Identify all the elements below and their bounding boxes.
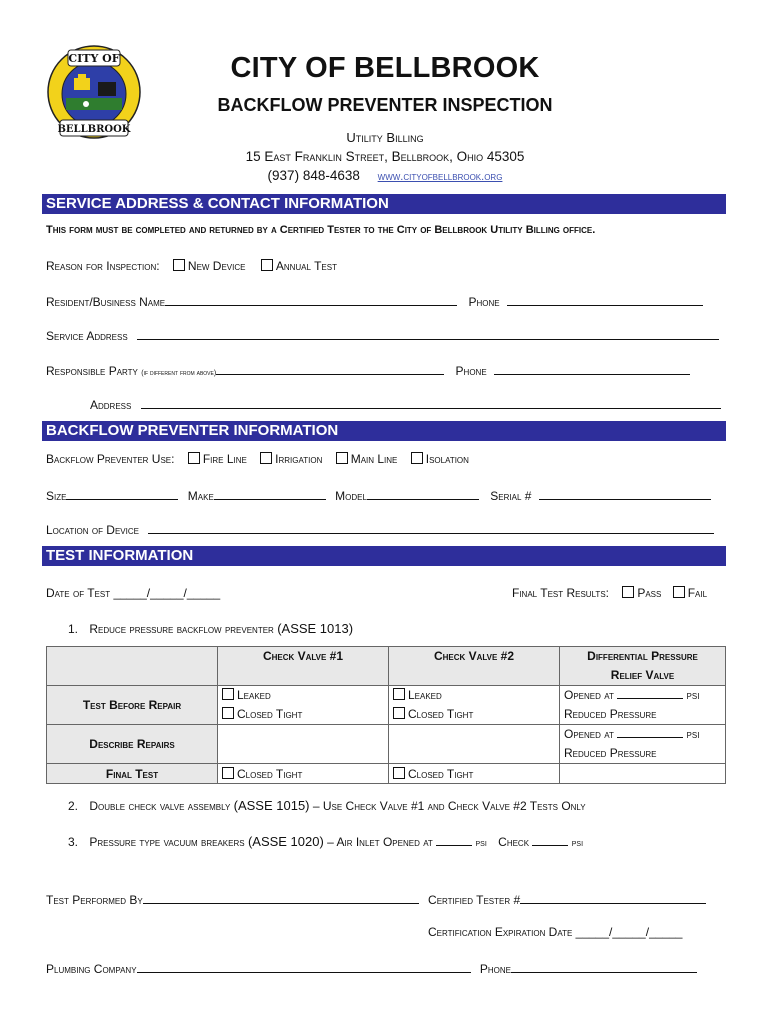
phone-label-2: Phone: [455, 364, 487, 378]
cv1-describe-cell[interactable]: [218, 725, 389, 764]
dprv-final-cell[interactable]: [560, 764, 726, 784]
svg-text:CITY OF: CITY OF: [68, 52, 120, 65]
location-row: [46, 521, 714, 537]
address-row: [90, 396, 721, 412]
check-label: Check: [498, 835, 530, 849]
cv1-closed-tight-checkbox[interactable]: Closed Tight: [222, 705, 384, 724]
service-address-label: Service Address: [46, 329, 128, 343]
serial-field[interactable]: [539, 487, 711, 500]
reason-label: Reason for Inspection:: [46, 259, 160, 273]
pass-checkbox[interactable]: Pass: [622, 586, 661, 600]
service-address-field[interactable]: [137, 327, 719, 340]
reduced-pressure-label: Reduced Pressure: [564, 746, 657, 760]
resident-field[interactable]: [165, 293, 457, 306]
row-label-test-before: Test Before Repair: [47, 686, 218, 725]
check-field[interactable]: [532, 833, 568, 846]
cv2-final-closed-checkbox[interactable]: Closed Tight: [393, 767, 473, 781]
resident-label: Resident/Business Name: [46, 295, 166, 309]
tester-field[interactable]: [520, 891, 706, 904]
dprv-describe-cell: [560, 725, 726, 764]
cert-exp-field[interactable]: _____/_____/_____: [575, 925, 683, 939]
make-label: Make: [187, 489, 214, 503]
opened-at-label: Opened at: [564, 727, 614, 741]
row-label-final: Final Test: [47, 764, 218, 784]
item-1: [68, 621, 353, 636]
cv1-before-cell: [218, 686, 389, 725]
checkbox-icon: [622, 586, 634, 598]
checkbox-icon: [222, 707, 234, 719]
main-line-checkbox[interactable]: Main Line: [336, 452, 398, 466]
cv1-final-cell: [218, 764, 389, 784]
fail-checkbox[interactable]: Fail: [673, 586, 707, 600]
checkbox-icon: [411, 452, 423, 464]
item-3: [68, 833, 583, 849]
item-3-code: (ASSE 1020): [247, 834, 324, 849]
results-row: [512, 586, 707, 600]
cv2-before-cell: [389, 686, 560, 725]
checkbox-icon: [222, 767, 234, 779]
opened-at-field[interactable]: [617, 686, 683, 699]
item-2-text: Double check valve assembly: [89, 799, 231, 813]
item-1-code: (ASSE 1013): [277, 621, 354, 636]
performed-field[interactable]: [143, 891, 419, 904]
phone-field[interactable]: [507, 293, 703, 306]
cv2-leaked-checkbox[interactable]: Leaked: [393, 686, 555, 705]
serial-label: Serial #: [490, 489, 532, 503]
item-number: 3.: [68, 835, 79, 849]
checkbox-icon: [173, 259, 185, 271]
checkbox-icon: [393, 707, 405, 719]
performed-label: Test Performed By: [46, 893, 143, 907]
size-label: Size: [46, 489, 67, 503]
checkbox-icon: [393, 688, 405, 700]
item-number: 2.: [68, 799, 79, 813]
resident-row: [46, 293, 726, 309]
item-2: [68, 798, 586, 813]
page-title: CITY OF BELLBROOK: [230, 52, 540, 84]
cv1-final-closed-checkbox[interactable]: Closed Tight: [222, 767, 302, 781]
item-1-text: Reduce pressure backflow preventer: [89, 622, 274, 636]
checkbox-icon: [673, 586, 685, 598]
section-bar-backflow: BACKFLOW PREVENTER INFORMATION: [42, 421, 726, 441]
responsible-note: (if different from above): [141, 370, 217, 377]
instruction-text: This form must be completed and returned by a Certified Tester to the City of Bellbrook Utility Billing office.: [46, 224, 596, 236]
responsible-field[interactable]: [216, 362, 444, 375]
service-address-row: [46, 327, 719, 343]
plumbing-field[interactable]: [137, 960, 471, 973]
checkbox-icon: [222, 688, 234, 700]
psi-label-2: psi: [571, 838, 584, 849]
cv2-describe-cell[interactable]: [389, 725, 560, 764]
location-field[interactable]: [148, 521, 714, 534]
item-3-suffix: – Air Inlet Opened at: [327, 835, 433, 849]
plumbing-phone-label: Phone: [479, 962, 511, 976]
make-field[interactable]: [214, 487, 326, 500]
dprv-before-cell: [560, 686, 726, 725]
item-2-code: (ASSE 1015): [233, 798, 310, 813]
tester-label: Certified Tester #: [428, 893, 521, 907]
section-bar-service: SERVICE ADDRESS & CONTACT INFORMATION: [42, 194, 726, 214]
performed-row: [46, 891, 706, 907]
cv2-final-cell: [389, 764, 560, 784]
opened-at-field-2[interactable]: [617, 725, 683, 738]
opened-at-label: Opened at: [564, 688, 614, 702]
isolation-checkbox[interactable]: Isolation: [411, 452, 469, 466]
phone-field-2[interactable]: [494, 362, 690, 375]
date-label: Date of Test: [46, 586, 111, 600]
phone-number: (937) 848-4638: [267, 168, 360, 183]
psi-label: psi: [686, 727, 700, 741]
new-device-checkbox[interactable]: New Device: [173, 259, 246, 273]
table-corner: [47, 647, 218, 686]
street-address: 15 East Franklin Street, Bellbrook, Ohio 45305: [245, 149, 525, 164]
checkbox-icon: [393, 767, 405, 779]
svg-text:BELLBROOK: BELLBROOK: [57, 124, 131, 135]
model-label: Model: [335, 489, 367, 503]
fire-line-checkbox[interactable]: Fire Line: [188, 452, 247, 466]
checkbox-icon: [336, 452, 348, 464]
address-field[interactable]: [141, 396, 721, 409]
plumbing-label: Plumbing Company: [46, 962, 137, 976]
col-header-dprv-line2: Relief Valve: [610, 668, 675, 682]
psi-label: psi: [475, 838, 487, 849]
cv1-leaked-checkbox[interactable]: Leaked: [222, 686, 384, 705]
item-3-text: Pressure type vacuum breakers: [89, 835, 245, 849]
col-header-cv1: Check Valve #1: [218, 647, 389, 686]
device-details-row: [46, 487, 711, 503]
date-field[interactable]: _____/_____/_____: [113, 586, 221, 600]
cert-exp-label: Certification Expiration Date: [428, 925, 573, 939]
location-label: Location of Device: [46, 523, 139, 537]
size-field[interactable]: [66, 487, 178, 500]
form-subtitle: BACKFLOW PREVENTER INSPECTION: [217, 95, 553, 115]
item-2-suffix: – Use Check Valve #1 and Check Valve #2 Tests Only: [312, 799, 586, 813]
checkbox-icon: [260, 452, 272, 464]
section-bar-test: TEST INFORMATION: [42, 546, 726, 566]
date-row: [46, 586, 220, 600]
responsible-row: [46, 362, 690, 378]
reduced-pressure-label: Reduced Pressure: [564, 707, 657, 721]
website-link[interactable]: www.cityofbellbrook.org: [377, 171, 503, 183]
row-label-describe: Describe Repairs: [47, 725, 218, 764]
checkbox-icon: [188, 452, 200, 464]
col-header-cv2: Check Valve #2: [389, 647, 560, 686]
checkbox-icon: [261, 259, 273, 271]
responsible-label: Responsible Party: [46, 364, 138, 378]
department: Utility Billing: [346, 130, 424, 145]
col-header-dprv-line1: Differential Pressure: [587, 649, 698, 663]
plumbing-row: [46, 960, 697, 976]
cert-exp-row: [428, 925, 682, 939]
use-label: Backflow Preventer Use:: [46, 452, 175, 466]
address-label: Address: [90, 398, 132, 412]
annual-test-checkbox[interactable]: Annual Test: [261, 259, 337, 273]
model-field[interactable]: [367, 487, 479, 500]
plumbing-phone-field[interactable]: [511, 960, 697, 973]
item-number: 1.: [68, 622, 79, 636]
phone-label: Phone: [468, 295, 500, 309]
contact-line: [0, 168, 770, 183]
psi-label: psi: [686, 688, 700, 702]
test-table: [46, 646, 726, 784]
col-header-dprv: [560, 647, 726, 686]
results-label: Final Test Results:: [512, 586, 609, 600]
use-row: [46, 452, 469, 466]
reason-row: [46, 259, 337, 273]
cv2-closed-tight-checkbox[interactable]: Closed Tight: [393, 705, 555, 724]
irrigation-checkbox[interactable]: Irrigation: [260, 452, 322, 466]
air-inlet-field[interactable]: [436, 833, 472, 846]
